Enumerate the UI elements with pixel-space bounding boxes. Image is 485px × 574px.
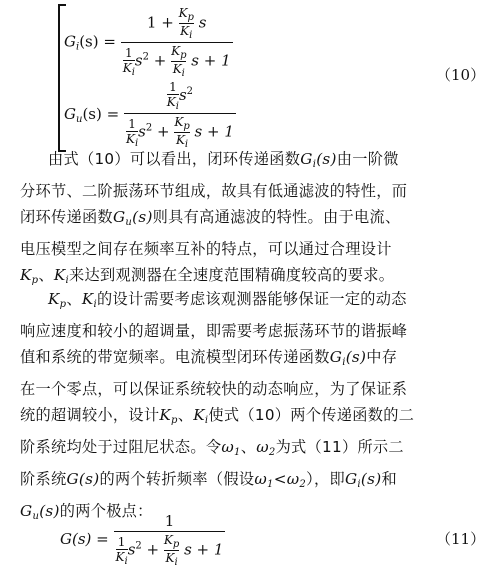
- gi-den-ki: K: [122, 60, 132, 75]
- eq11-den-tail: s + 1: [184, 540, 224, 559]
- para2-l6-sep: 、: [240, 438, 257, 456]
- gu-num-exp: 2: [186, 86, 194, 97]
- para2-l5-sep: 、: [177, 406, 194, 424]
- eq11-den-plus: +: [146, 540, 160, 559]
- para2-l5-kp-sub: p: [171, 415, 178, 426]
- para2-line-2: 响应速度和较小的超调量，即需要考虑振荡环节的谐振峰: [20, 322, 408, 340]
- gu-fraction-bar: [124, 113, 236, 114]
- para1-l3-a: 闭环传递函数: [20, 208, 113, 226]
- para2-line-6: [20, 434, 480, 466]
- gi-numerator: [121, 6, 233, 41]
- para2-l7-var2-sub: i: [357, 479, 361, 490]
- eq11-den-one-over-ki: [116, 535, 128, 567]
- para1-l1-var: G: [300, 150, 313, 168]
- gu-num-one-over-ki: [167, 80, 179, 112]
- para2-l7-cmp-sub2: 2: [299, 479, 307, 490]
- eq11-den-ki2: K: [165, 551, 175, 565]
- equation-g: [60, 512, 225, 568]
- para2-l3-var-arg: (s): [345, 348, 367, 366]
- gi-den-ki-sub: i: [131, 66, 135, 78]
- para2-line-3: [20, 344, 480, 376]
- para2-l8-b: 的两个极点：: [59, 502, 153, 520]
- gi-num-suffix: s: [198, 13, 207, 32]
- para2-l7-a: 阶系统: [20, 470, 67, 488]
- para1-line-2: 分环节、二阶振荡环节组成，故具有低通滤波的特性，而: [20, 182, 408, 200]
- para2-l8-var-sub: u: [32, 511, 40, 522]
- gu-den-ki2: K: [175, 133, 185, 147]
- equation-gi: [64, 6, 233, 79]
- para1-l5-kp-sub: p: [31, 275, 39, 286]
- para2-l6-a: 阶系统均处于过阻尼状态。令: [20, 438, 222, 456]
- para1-l3-var: G: [112, 208, 126, 226]
- gu-den-tail: s + 1: [194, 122, 234, 141]
- para1-line-4: 电压模型之间存在频率互补的特点，可以通过合理设计: [20, 240, 392, 258]
- eq11-den-one: 1: [117, 534, 126, 549]
- para2-l7-b: 的两个转折频率（假设: [99, 470, 255, 488]
- gu-num-ki-sub: i: [175, 101, 179, 112]
- para2-l6-w1-sub: 1: [234, 447, 241, 458]
- para2-l6-w2: ω: [256, 438, 269, 456]
- para1-l1-b: 由一阶微: [336, 150, 399, 168]
- gi-den-plus: +: [153, 51, 167, 70]
- para2-line-7: [20, 466, 480, 498]
- gi-den-ki2: K: [172, 62, 182, 76]
- para1-l5-ki-sub: i: [65, 275, 70, 286]
- gu-den-kp-over-ki: [174, 115, 189, 150]
- para2-l5-kp: K: [159, 406, 172, 424]
- gu-num-ki: K: [166, 95, 176, 109]
- equation-gu: [64, 80, 236, 150]
- gi-den-one: 1: [124, 45, 133, 60]
- paragraph-1: [20, 146, 480, 294]
- eq11-den-s: s: [127, 540, 136, 559]
- para2-l7-cmp: ω: [254, 470, 268, 488]
- gi-num-kp: K: [178, 6, 188, 20]
- para2-l5-b: 使式（10）两个传递函数的二: [208, 406, 415, 424]
- gi-den-exp: 2: [142, 51, 149, 63]
- para2-l1-kp: K: [48, 290, 60, 308]
- para2-line-1: [20, 286, 480, 318]
- para1-l5-kp: K: [20, 266, 32, 284]
- para2-l7-c: ），即: [306, 470, 345, 488]
- para1-l1-var-sub: i: [312, 159, 317, 170]
- para2-line-4: 在一个零点，可以保证系统较快的动态响应，为了保证系: [20, 380, 408, 398]
- para2-l1-kp-sub: p: [59, 299, 67, 310]
- eq11-den-ki-sub: i: [124, 555, 128, 567]
- para2-l1-sep: 、: [66, 290, 82, 308]
- para2-l6-b: 为式（11）所示二: [275, 438, 404, 456]
- gi-num-kp-sub: p: [187, 12, 194, 23]
- gi-den-kp-over-ki: [171, 44, 186, 79]
- gu-lhs-sub: u: [75, 114, 83, 125]
- gi-fraction-bar: [121, 42, 233, 43]
- para1-l5-sep: 、: [38, 266, 54, 284]
- eq11-den-exp: 2: [135, 540, 142, 552]
- para2-l7-var2: G: [344, 470, 358, 488]
- equation-10: [44, 4, 485, 154]
- gu-num-s: s: [178, 86, 187, 104]
- gi-num-prefix: 1 +: [146, 13, 174, 32]
- eq11-fraction-bar: [114, 531, 226, 532]
- gi-arg: (s) =: [79, 32, 116, 51]
- para2-l3-var: G: [329, 348, 343, 366]
- equation-brace: [58, 4, 60, 152]
- para1-l1-var-arg: (s): [316, 150, 337, 168]
- paragraph-2: [20, 286, 480, 530]
- gu-arg: (s) =: [82, 105, 120, 123]
- para2-l8-var-arg: (s): [39, 502, 60, 520]
- para1-l5-b: 来达到观测器在全速度范围精确度较高的要求。: [69, 266, 395, 284]
- gi-num-kp-over-ki: [179, 6, 194, 41]
- para2-l6-w2-sub: 2: [268, 447, 276, 458]
- para2-l1-ki: K: [81, 290, 94, 308]
- para1-l1-a: 由式（10）可以看出，闭环传递函数: [48, 150, 301, 168]
- gi-num-ki: K: [180, 24, 190, 38]
- equation-10-number: （10）: [436, 66, 485, 84]
- eq11-den-kp-sub: p: [172, 539, 180, 550]
- gu-den-s: s: [138, 122, 146, 141]
- gu-den-plus: +: [157, 122, 170, 141]
- para1-l3-var-sub: u: [125, 217, 133, 228]
- para2-l7-var: G(s): [66, 470, 100, 488]
- gi-num-ki-sub: i: [189, 30, 193, 41]
- gi-den-ki2-sub: i: [181, 68, 185, 79]
- gu-numerator: [124, 80, 236, 112]
- eq11-numerator: 1: [164, 512, 175, 530]
- para2-l5-a: 统的超调较小，设计: [20, 406, 160, 424]
- para1-l3-var-arg: (s): [132, 208, 153, 226]
- gu-den-kp: K: [174, 115, 184, 129]
- para2-line-5: [20, 402, 480, 434]
- eq11-den-kp-over-ki: [164, 533, 179, 568]
- gi-den-s: s: [134, 51, 143, 70]
- gu-fraction: [124, 80, 236, 150]
- para2-l6-w1: ω: [221, 438, 235, 456]
- gi-lhs-sub: i: [75, 41, 80, 53]
- gi-den-kp-sub: p: [180, 50, 187, 61]
- eq11-fraction: [114, 512, 226, 568]
- para2-l3-var-sub: i: [342, 357, 346, 368]
- gu-den-kp-sub: p: [183, 121, 190, 132]
- para1-line-1: [20, 146, 480, 178]
- gu-den-exp: 2: [145, 122, 153, 134]
- para1-l5-ki: K: [53, 266, 66, 284]
- eq11-den-ki: K: [115, 549, 125, 564]
- para2-l7-cmp-lt: <ω: [273, 470, 300, 488]
- eq11-lhs: G(s) =: [60, 530, 109, 548]
- para2-l7-d: 和: [381, 470, 397, 488]
- para1-line-3: [20, 204, 480, 236]
- eq11-den-ki2-sub: i: [174, 557, 178, 568]
- gi-den-tail: s + 1: [191, 51, 231, 70]
- para2-l1-b: 的设计需要考虑该观测器能够保证一定的动态: [97, 290, 407, 308]
- para2-l3-b: 中存: [366, 348, 398, 366]
- gu-lhs: G: [64, 105, 76, 123]
- equation-11: [60, 512, 485, 572]
- gu-den-ki: K: [125, 131, 135, 146]
- para2-l5-ki-sub: i: [204, 415, 209, 426]
- gi-den-one-over-ki: [123, 46, 135, 78]
- gu-denominator: [124, 115, 236, 150]
- gi-fraction: [121, 6, 233, 79]
- para2-l1-ki-sub: i: [93, 299, 98, 310]
- eq11-denominator: [114, 533, 226, 568]
- gu-den-one-over-ki: [126, 117, 138, 149]
- gi-denominator: [121, 44, 233, 79]
- gu-num-one: 1: [169, 80, 177, 94]
- gu-den-ki-sub: i: [134, 137, 139, 149]
- gi-den-kp: K: [171, 44, 181, 58]
- para2-l7-var2-arg: (s): [360, 470, 382, 488]
- gi-lhs: G: [64, 32, 76, 51]
- equation-11-number: （11）: [436, 530, 485, 548]
- para2-l5-ki: K: [193, 406, 205, 424]
- gu-den-one: 1: [128, 116, 136, 131]
- gu-den-ki2-sub: i: [184, 139, 189, 150]
- para2-l3-a: 值和系统的带宽频率。电流模型闭环传递函数: [20, 348, 330, 366]
- eq11-den-kp: K: [163, 533, 173, 547]
- para1-l3-b: 则具有高通滤波的特性。由于电流、: [152, 208, 401, 226]
- para2-l7-cmp-sub1: 1: [267, 479, 274, 490]
- para2-l8-var: G: [20, 502, 33, 520]
